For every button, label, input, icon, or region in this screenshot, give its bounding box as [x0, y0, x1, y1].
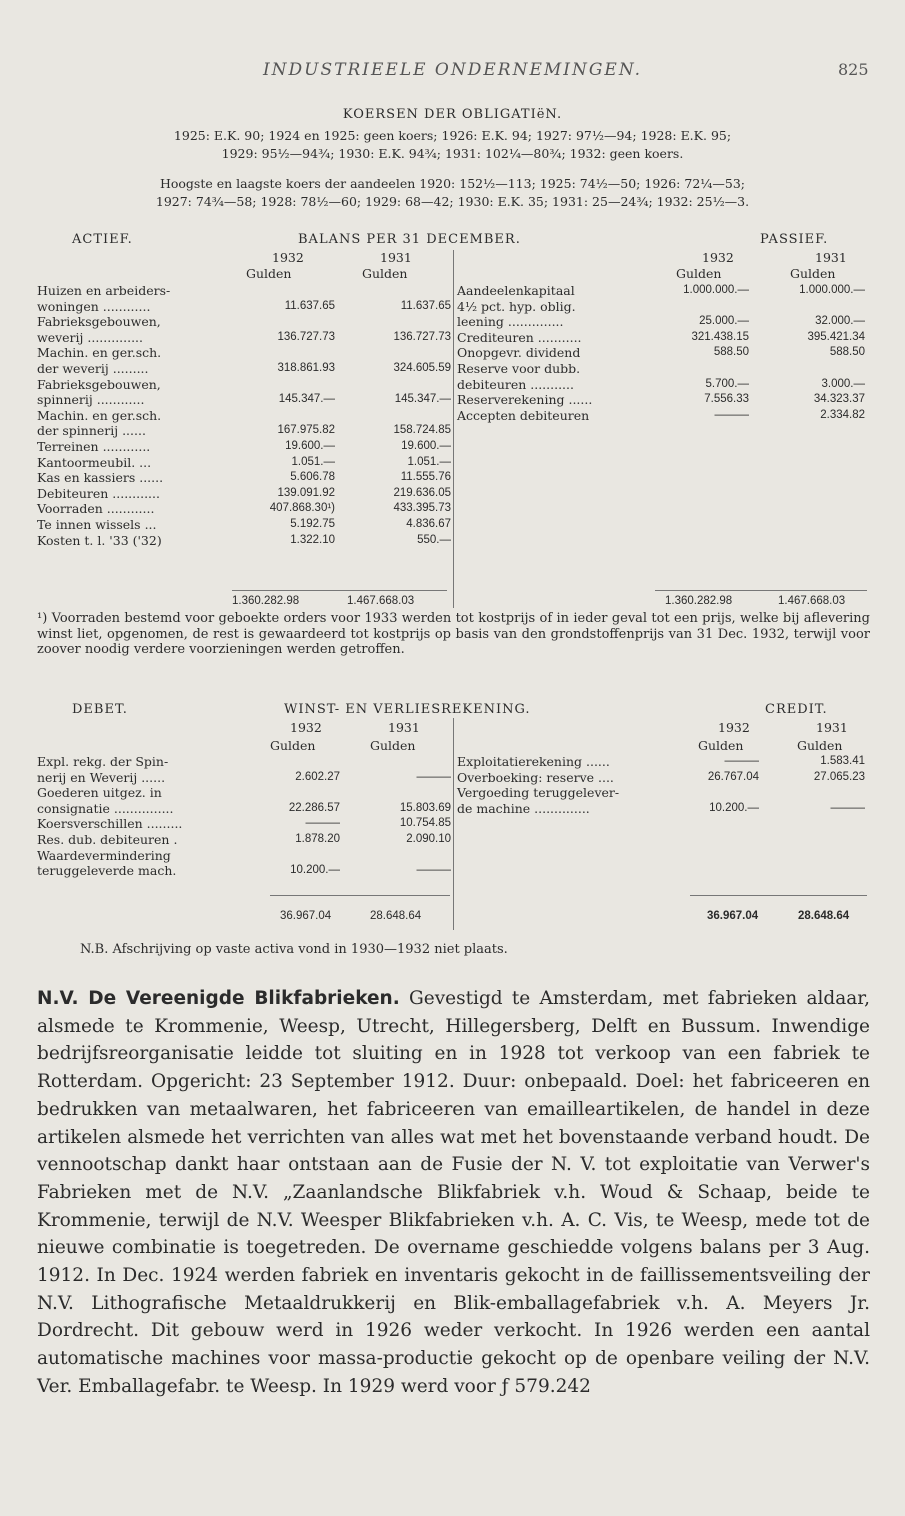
row-label: der weverij .........: [37, 360, 149, 376]
value-1932: [247, 785, 340, 801]
table-row: [457, 283, 865, 299]
winst-total-1931: 28.648.64: [798, 910, 850, 922]
balans-total-1932: 1.360.282.98: [665, 595, 733, 607]
unit-label: Gulden: [362, 266, 408, 281]
row-label: Onopgevr. dividend: [457, 345, 581, 361]
value-1932: 2.602.27: [295, 770, 340, 783]
row-label: Kantoormeubil. ...: [37, 454, 152, 470]
table-row: [37, 408, 451, 424]
company-name: N.V. De Vereenigde Blikfabrieken.: [37, 988, 400, 1009]
value-1932: [227, 283, 335, 299]
value-1931: [340, 848, 451, 864]
value-1932: 1.322.10: [290, 533, 335, 546]
value-1932: 5.606.78: [290, 471, 335, 484]
row-label: Reserve voor dubb.: [457, 360, 581, 376]
value-1932: 25.000.—: [699, 315, 749, 328]
table-row: [37, 801, 451, 817]
row-label: Koersverschillen .........: [37, 816, 183, 832]
value-1931: [749, 299, 865, 315]
value-1932: 7.556.33: [704, 393, 749, 406]
table-row: [37, 754, 451, 770]
year-1931: 1931: [815, 250, 847, 265]
value-1931: 15.803.69: [399, 801, 451, 814]
row-label: Res. dub. debiteuren .: [37, 831, 178, 847]
value-1931: 395.421.34: [807, 330, 865, 343]
unit-label: Gulden: [676, 266, 722, 281]
nb-note: N.B. Afschrijving op vaste activa vond in 1930—1932 niet plaats.: [80, 942, 508, 957]
value-1932: [227, 377, 335, 393]
credit-table: [457, 754, 865, 816]
row-label: nerij en Weverij ......: [37, 769, 166, 785]
row-label: Waardevermindering: [37, 847, 171, 863]
value-1931: 1.583.41: [820, 755, 865, 767]
table-row: [37, 770, 451, 786]
year-1932: 1932: [718, 720, 750, 735]
winst-total-1932: 36.967.04: [280, 910, 332, 922]
value-1932: 5.192.75: [290, 517, 335, 530]
row-label: de machine ..............: [457, 800, 590, 816]
value-1932: [227, 314, 335, 330]
row-label: Fabrieksgebouwen,: [37, 314, 161, 330]
value-1932: [227, 408, 335, 424]
actief-heading: ACTIEF.: [72, 232, 133, 247]
total-rule: [232, 590, 447, 591]
value-1932: 1.051.—: [291, 455, 335, 468]
obligaties-line: 1929: 95½—94¾; 1930: E.K. 94¾; 1931: 102¼—80¾; 1932: geen koers.: [221, 146, 684, 161]
value-1932: 139.091.92: [277, 486, 335, 499]
value-1931: 34.323.37: [813, 393, 865, 406]
value-1931: ———: [416, 770, 451, 783]
table-row: [37, 517, 451, 533]
year-1931: 1931: [388, 720, 420, 735]
row-label: Te innen wissels ...: [37, 516, 157, 532]
value-1932: [247, 754, 340, 770]
value-1931: 11.555.76: [400, 471, 451, 484]
debet-table: [37, 754, 451, 879]
unit-label: Gulden: [270, 738, 316, 753]
table-row: [37, 283, 451, 299]
value-1931: ———: [416, 864, 451, 877]
row-label: leening ..............: [457, 314, 564, 330]
value-1931: 10.754.85: [399, 817, 451, 830]
value-1932: 407.868.30¹): [269, 502, 335, 515]
winst-total-1932: 36.967.04: [707, 910, 759, 922]
row-label: spinnerij ............: [37, 392, 145, 408]
value-1932: [677, 785, 759, 801]
year-1932: 1932: [290, 720, 322, 735]
row-label: consignatie ...............: [37, 800, 174, 816]
row-label: weverij ..............: [37, 329, 144, 345]
row-label: Machin. en ger.sch.: [37, 407, 162, 423]
obligaties-title: KOERSEN DER OBLIGATIëN.: [342, 107, 563, 122]
value-1931: 27.065.23: [813, 770, 865, 783]
value-1931: 550.—: [417, 533, 451, 546]
column-divider: [453, 718, 454, 930]
aandeelen-line: Hoogste en laagste koers der aandeelen 1920: 152½—113; 1925: 74½—50; 1926: 72¼—53;: [159, 176, 746, 191]
value-1932: 10.200.—: [290, 864, 340, 877]
row-label: Vergoeding teruggelever-: [457, 785, 620, 801]
value-1932: 11.637.65: [284, 299, 335, 312]
row-label: Expl. rekg. der Spin-: [37, 754, 169, 769]
value-1931: 433.395.73: [393, 502, 451, 515]
value-1931: 158.724.85: [393, 424, 451, 437]
actief-table: [37, 283, 451, 548]
value-1931: ———: [830, 801, 865, 814]
value-1931: 2.090.10: [406, 832, 451, 845]
value-1932: 145.347.—: [278, 393, 335, 406]
table-row: [37, 501, 451, 517]
value-1931: 1.000.000.—: [799, 284, 865, 296]
table-row: [457, 785, 865, 801]
value-1931: [749, 361, 865, 377]
table-row: [457, 754, 865, 770]
balans-total-1932: 1.360.282.98: [232, 595, 300, 607]
value-1931: 1.051.—: [407, 455, 451, 468]
value-1931: 19.600.—: [401, 439, 451, 452]
value-1932: 136.727.73: [277, 330, 335, 343]
value-1932: 10.200.—: [709, 801, 759, 814]
running-header: INDUSTRIEELE ONDERNEMINGEN.: [262, 60, 643, 80]
table-row: [37, 816, 451, 832]
credit-heading: CREDIT.: [765, 702, 828, 717]
footnote: ¹) Voorraden bestemd voor geboekte orders voor 1933 werden tot kostprijs of in ieder geval tot een prijs, welke bij aflevering winst liet, opgenomen, de rest is gewaardeerd tot kostprijs op basis van den grondstoffenprijs van 31 Dec. 1932, terwijl voor zoover noodig verdere voorzieningen werden getroffen.: [37, 611, 870, 657]
value-1931: [340, 754, 451, 770]
table-row: [37, 455, 451, 471]
value-1931: [759, 785, 865, 801]
unit-label: Gulden: [797, 738, 843, 753]
row-label: debiteuren ...........: [457, 376, 574, 392]
row-label: Voorraden ............: [37, 501, 155, 517]
table-row: [37, 785, 451, 801]
value-1932: ———: [714, 408, 749, 421]
row-label: Huizen en arbeiders-: [37, 283, 171, 298]
value-1932: 318.861.93: [277, 361, 335, 374]
balans-total-1931: 1.467.668.03: [347, 595, 415, 607]
row-label: teruggeleverde mach.: [37, 863, 177, 879]
table-row: [37, 330, 451, 346]
value-1931: [335, 283, 451, 299]
table-row: [457, 361, 865, 377]
year-1932: 1932: [272, 250, 304, 265]
row-label: Fabrieksgebouwen,: [37, 376, 161, 392]
row-label: Aandeelenkapitaal: [457, 283, 575, 298]
table-row: [37, 345, 451, 361]
unit-label: Gulden: [698, 738, 744, 753]
row-label: Exploitatierekening ......: [457, 754, 610, 769]
table-row: [37, 470, 451, 486]
passief-table: [457, 283, 865, 423]
winst-total-1931: 28.648.64: [370, 910, 422, 922]
row-label: Overboeking: reserve ....: [457, 769, 614, 785]
winst-title: WINST- EN VERLIESREKENING.: [284, 702, 531, 717]
year-1932: 1932: [702, 250, 734, 265]
balans-total-1931: 1.467.668.03: [778, 595, 846, 607]
table-row: [457, 330, 865, 346]
table-row: [457, 345, 865, 361]
table-row: [37, 486, 451, 502]
table-row: [457, 377, 865, 393]
value-1931: 4.836.67: [406, 517, 451, 530]
table-row: [457, 801, 865, 817]
value-1931: 136.727.73: [393, 330, 451, 343]
value-1932: [227, 345, 335, 361]
table-row: [457, 314, 865, 330]
year-1931: 1931: [816, 720, 848, 735]
value-1932: [657, 299, 749, 315]
table-row: [37, 439, 451, 455]
value-1931: 219.636.05: [393, 486, 451, 499]
row-label: Debiteuren ............: [37, 485, 160, 501]
value-1932: 19.600.—: [285, 439, 335, 452]
row-label: Kosten t. l. '33 ('32): [37, 532, 162, 548]
value-1932: ———: [724, 755, 759, 767]
value-1932: 26.767.04: [707, 770, 759, 783]
row-label: 4½ pct. hyp. oblig.: [457, 298, 576, 314]
table-row: [457, 408, 865, 424]
value-1931: [335, 408, 451, 424]
year-1931: 1931: [380, 250, 412, 265]
value-1932: 1.878.20: [295, 832, 340, 845]
value-1932: ———: [305, 817, 340, 830]
value-1932: 5.700.—: [705, 377, 749, 390]
value-1931: 2.334.82: [820, 408, 865, 421]
value-1931: [335, 377, 451, 393]
row-label: woningen ............: [37, 298, 151, 314]
column-divider: [453, 250, 454, 608]
row-label: Goederen uitgez. in: [37, 785, 162, 801]
aandeelen-line: 1927: 74¾—58; 1928: 78½—60; 1929: 68—42; 1930: E.K. 35; 1931: 25—24¾; 1932: 25½—3.: [155, 194, 750, 209]
value-1931: [340, 785, 451, 801]
value-1932: 1.000.000.—: [683, 284, 749, 296]
balans-title: BALANS PER 31 DECEMBER.: [298, 232, 521, 247]
table-row: [37, 299, 451, 315]
row-label: Terreinen ............: [37, 438, 151, 454]
value-1931: 588.50: [829, 346, 865, 359]
table-row: [37, 832, 451, 848]
value-1931: 145.347.—: [394, 393, 451, 406]
unit-label: Gulden: [370, 738, 416, 753]
value-1931: 11.637.65: [400, 299, 451, 312]
unit-label: Gulden: [790, 266, 836, 281]
passief-heading: PASSIEF.: [760, 232, 829, 247]
company-description: [37, 985, 870, 1401]
value-1931: 32.000.—: [815, 315, 865, 328]
total-rule: [270, 895, 450, 896]
value-1931: 3.000.—: [821, 377, 865, 390]
page-number: 825: [838, 60, 869, 79]
table-row: [457, 770, 865, 786]
table-row: [37, 361, 451, 377]
row-label: Reserverekening ......: [457, 392, 593, 408]
row-label: Accepten debiteuren: [457, 407, 590, 423]
table-row: [37, 533, 451, 549]
total-rule: [655, 590, 867, 591]
row-label: Crediteuren ...........: [457, 329, 582, 345]
table-row: [37, 314, 451, 330]
value-1932: 22.286.57: [288, 801, 340, 814]
value-1931: [335, 314, 451, 330]
value-1932: 321.438.15: [691, 330, 749, 343]
table-row: [37, 392, 451, 408]
value-1932: [247, 848, 340, 864]
value-1931: [335, 345, 451, 361]
table-row: [37, 377, 451, 393]
row-label: Machin. en ger.sch.: [37, 345, 162, 361]
table-row: [457, 299, 865, 315]
table-row: [37, 423, 451, 439]
total-rule: [690, 895, 867, 896]
value-1932: 588.50: [713, 346, 749, 359]
debet-heading: DEBET.: [72, 702, 128, 717]
table-row: [37, 863, 451, 879]
table-row: [457, 392, 865, 408]
table-row: [37, 848, 451, 864]
unit-label: Gulden: [246, 266, 292, 281]
value-1932: 167.975.82: [277, 424, 335, 437]
row-label: Kas en kassiers ......: [37, 470, 164, 486]
value-1932: [657, 361, 749, 377]
company-text: Gevestigd te Amsterdam, met fabrieken aldaar, alsmede te Krommenie, Weesp, Utrecht, Hillegersberg, Delft en Bussum. Inwendige bedrijfsreorganisatie leidde tot sluiting en in 1928 tot verkoop van een fabriek te Rotterdam. Opgericht: 23 September 1912. Duur: onbepaald. Doel: het fabriceeren en bedrukken van metaalwaren, het fabriceeren van emailleartikelen, de handel in deze artikelen alsmede het verrichten van alles wat met het bovenstaande verband houdt. De vennootschap dankt haar ontstaan aan de Fusie der N. V. tot exploitatie van Verwer's Fabrieken met de N.V. „Zaanlandsche Blikfabriek v.h. Woud & Schaap, beide te Krommenie, terwijl de N.V. Weesper Blikfabrieken v.h. A. C. Vis, te Weesp, mede tot de nieuwe combinatie is toegetreden. De overname geschiedde volgens balans per 3 Aug. 1912. In Dec. 1924 werden fabriek en inventaris gekocht in de faillissementsveiling der N.V. Lithografische Metaaldrukkerij en Blik-emballagefabriek v.h. A. Meyers Jr. Dordrecht. Dit gebouw werd in 1926 weder verkocht. In 1926 werden een aantal automatische machines voor massa-productie gekocht op de openbare veiling der N.V. Ver. Emballagefabr. te Weesp. In 1929 werd voor ƒ 579.242: [37, 988, 870, 1397]
value-1931: 324.605.59: [393, 361, 451, 374]
obligaties-line: 1925: E.K. 90; 1924 en 1925: geen koers; 1926: E.K. 94; 1927: 97½—94; 1928: E.K. 95;: [173, 128, 732, 143]
row-label: der spinnerij ......: [37, 423, 146, 439]
